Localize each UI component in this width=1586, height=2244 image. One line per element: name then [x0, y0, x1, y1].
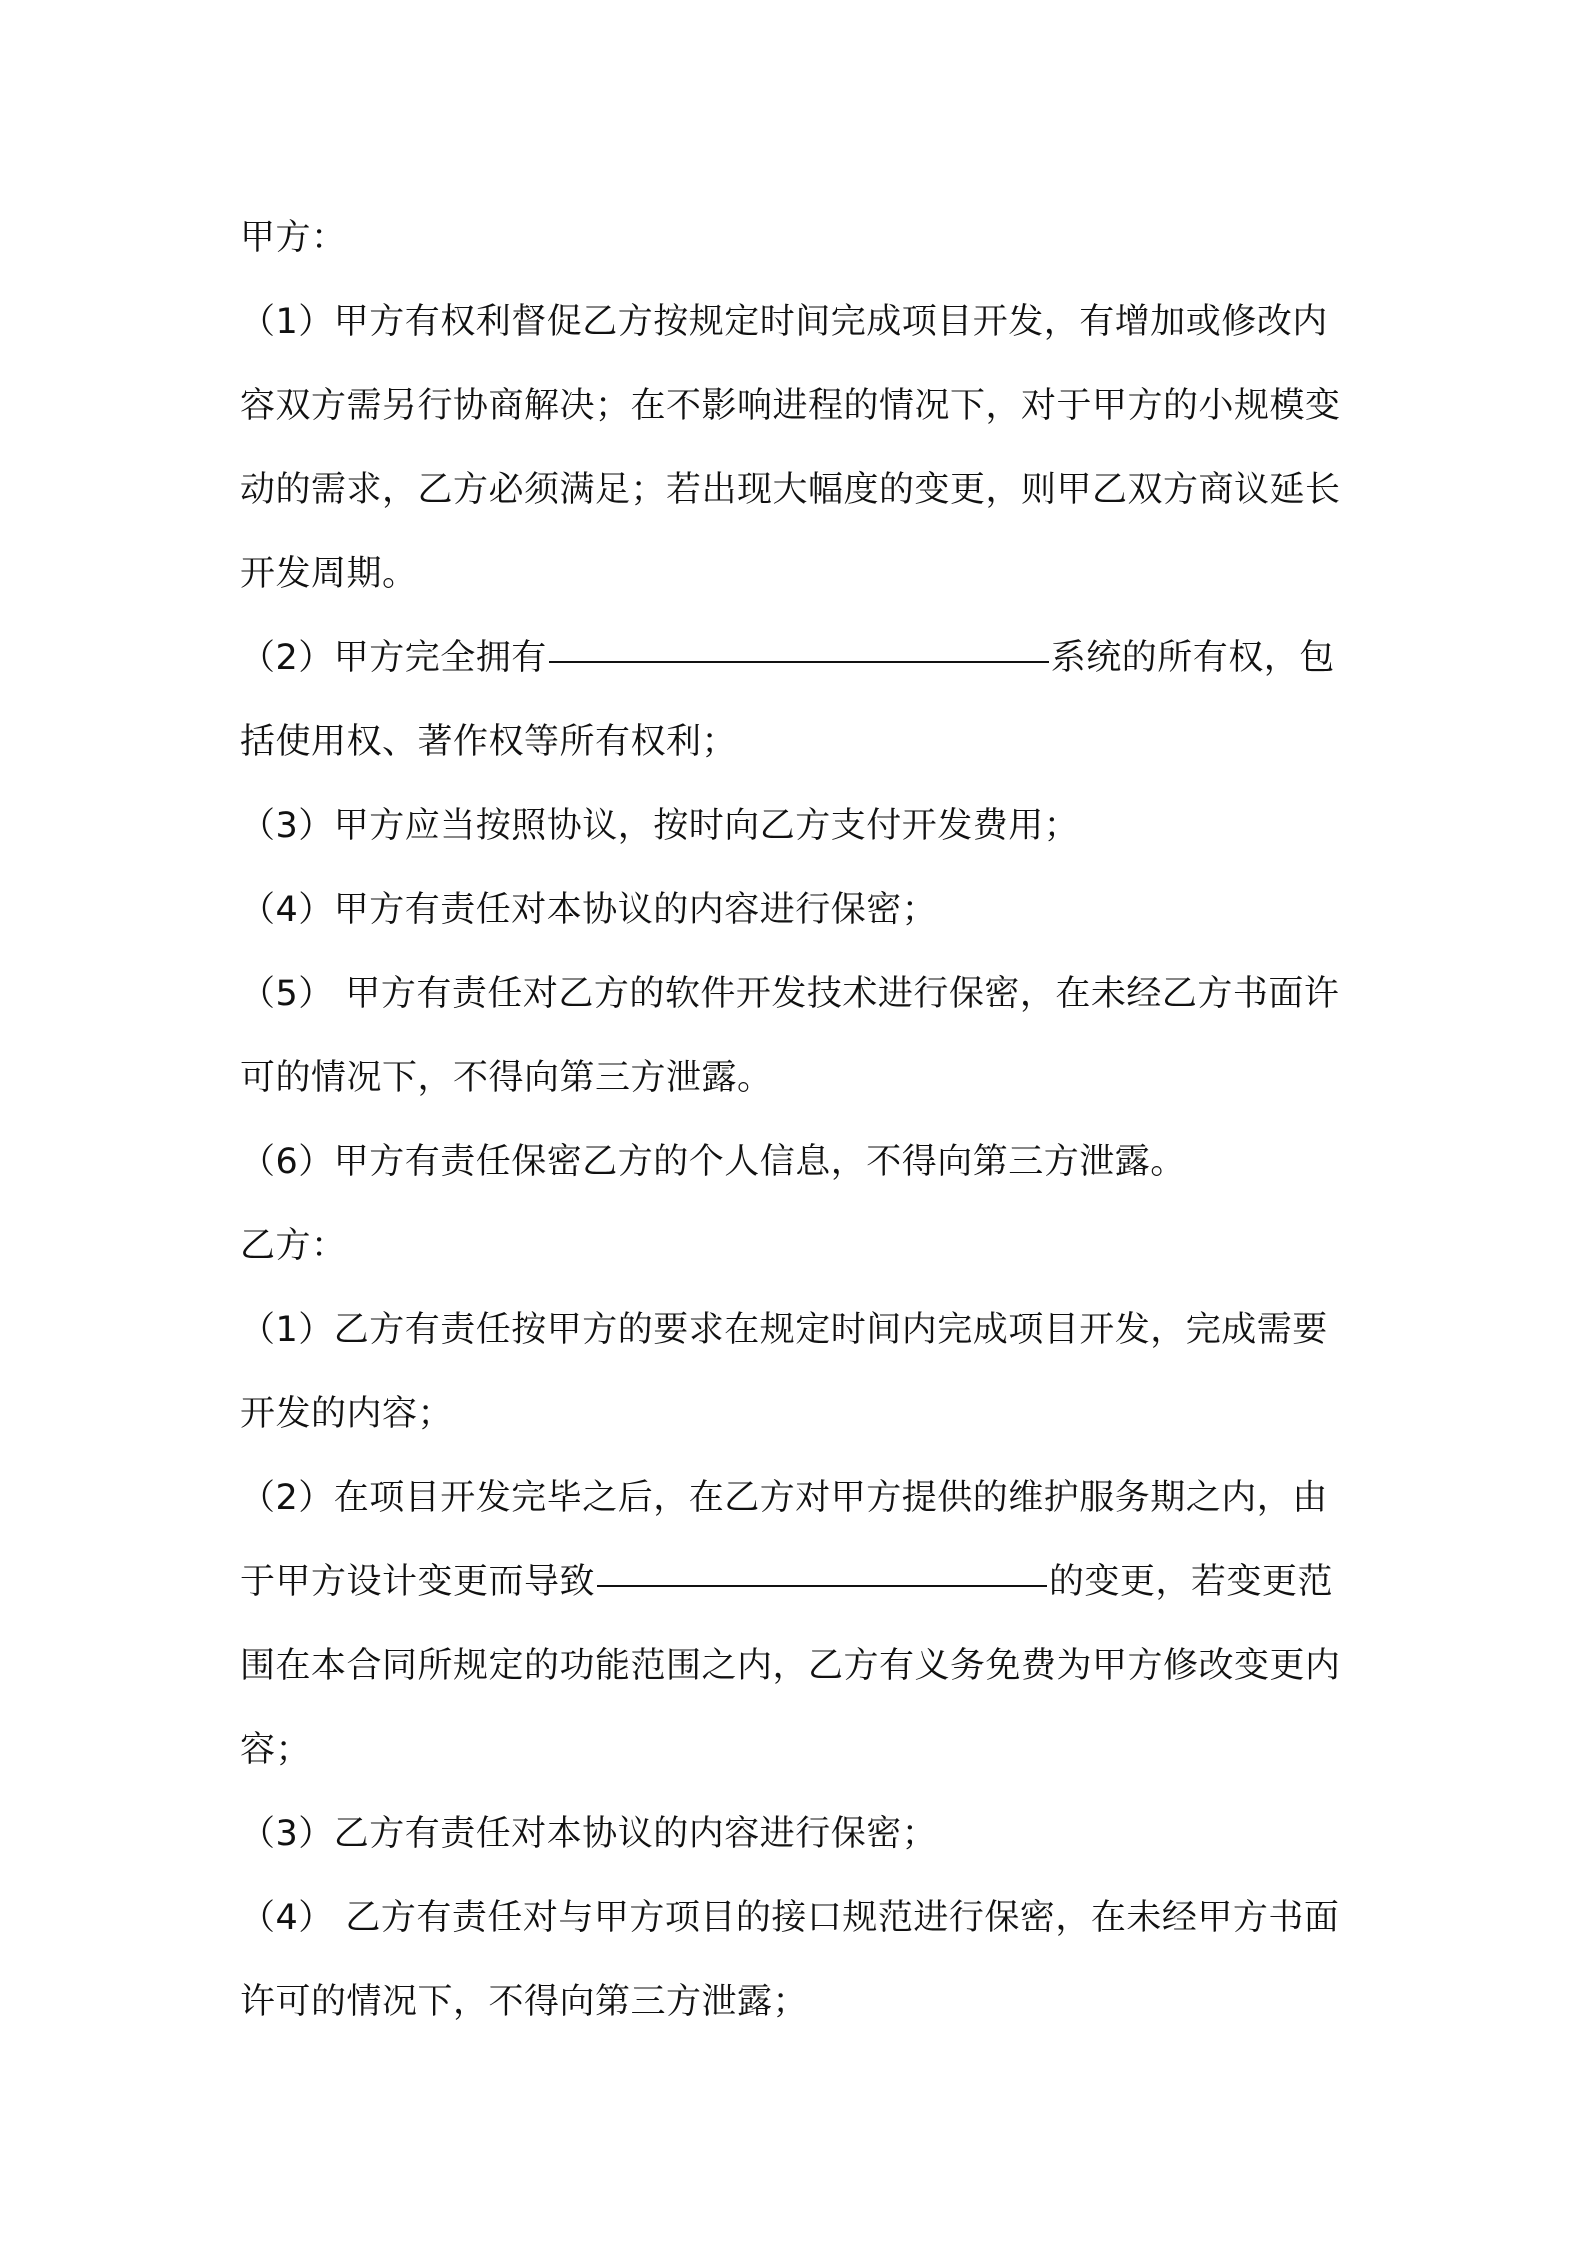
party-a-clause-4: （4）甲方有责任对本协议的内容进行保密；: [240, 890, 938, 930]
party-b-clause-2: [240, 1456, 1360, 1792]
party-a-clause-1: （1）甲方有权利督促乙方按规定时间完成项目开发，有增加或修改内容双方需另行协商解决；在不影响进程的情况下，对于甲方的小规模变动的需求，乙方必须满足；若出现大幅度的变更，则甲乙双方商议延长开发周期。: [240, 302, 1341, 594]
party-b-clause-2-after: 的变更，若变更范围在本合同所规定的功能范围之内，乙方有义务免费为甲方修改变更内容；: [240, 1562, 1341, 1770]
party-a-clause-3: （3）甲方应当按照协议，按时向乙方支付开发费用；: [240, 806, 1080, 846]
party-b-heading: 乙方：: [240, 1226, 347, 1266]
party-a-clause-2: [240, 616, 1360, 784]
party-a-clause-6: （6）甲方有责任保密乙方的个人信息，不得向第三方泄露。: [240, 1142, 1186, 1182]
party-b-clause-3: （3）乙方有责任对本协议的内容进行保密；: [240, 1814, 938, 1854]
change-cause-blank[interactable]: [597, 1545, 1047, 1587]
contract-body: [240, 196, 1360, 2044]
party-b-clause-1: （1）乙方有责任按甲方的要求在规定时间内完成项目开发，完成需要开发的内容；: [240, 1310, 1328, 1434]
party-a-clause-5: （5） 甲方有责任对乙方的软件开发技术进行保密，在未经乙方书面许可的情况下，不得向第三方泄露。: [240, 974, 1340, 1098]
party-a-clause-2-before: （2）甲方完全拥有: [240, 638, 547, 678]
party-b-clause-2-before: （2）在项目开发完毕之后，在乙方对甲方提供的维护服务期之内，由于甲方设计变更而导致: [240, 1478, 1328, 1602]
party-a-heading: 甲方：: [240, 218, 347, 258]
party-b-clause-4: （4） 乙方有责任对与甲方项目的接口规范进行保密，在未经甲方书面许可的情况下，不得向第三方泄露；: [240, 1898, 1340, 2022]
system-name-blank[interactable]: [549, 621, 1049, 663]
party-a-clause-2-after: 系统的所有权，包括使用权、著作权等所有权利；: [240, 638, 1335, 762]
